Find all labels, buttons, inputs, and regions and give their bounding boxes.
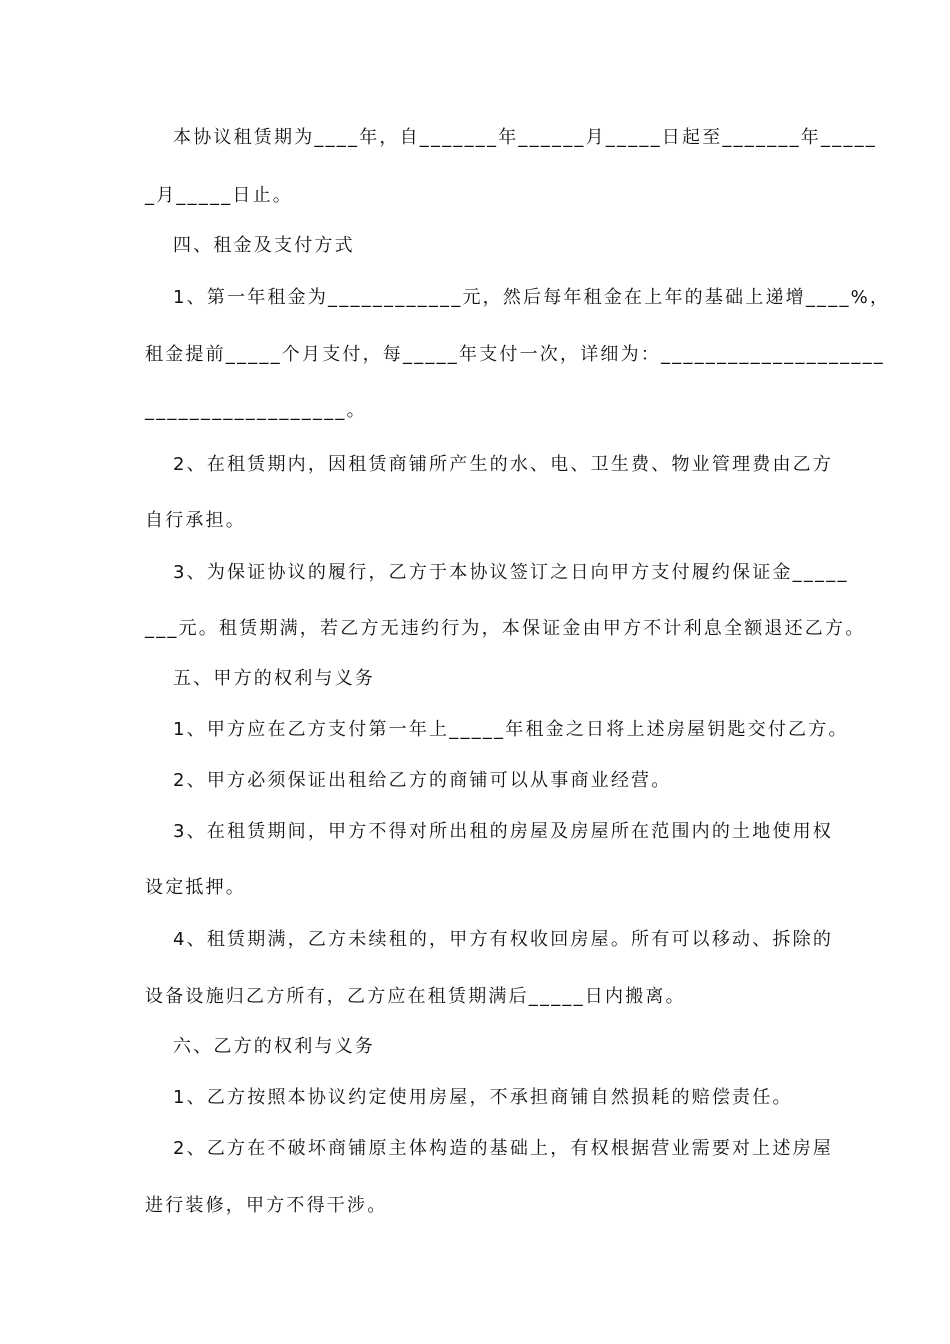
rent-clause-1-line-1: 1、第一年租金为____________元，然后每年租金在上年的基础上递增____%， bbox=[173, 287, 891, 308]
party-a-clause-3-line-2: 设定抵押。 bbox=[145, 877, 246, 898]
party-b-clause-2-line-1: 2、乙方在不破坏商铺原主体构造的基础上，有权根据营业需要对上述房屋 bbox=[173, 1138, 834, 1159]
rent-clause-3-line-2: ___元。租赁期满，若乙方无违约行为，本保证金由甲方不计利息全额退还乙方。 bbox=[145, 618, 866, 639]
rent-clause-1-line-2: 租金提前_____个月支付，每_____年支付一次，详细为：____________________ bbox=[145, 344, 885, 365]
party-a-clause-3-line-1: 3、在租赁期间，甲方不得对所出租的房屋及房屋所在范围内的土地使用权 bbox=[173, 821, 834, 842]
party-a-clause-1: 1、甲方应在乙方支付第一年上_____年租金之日将上述房屋钥匙交付乙方。 bbox=[173, 719, 849, 740]
party-a-clause-4-line-2: 设备设施归乙方所有，乙方应在租赁期满后_____日内搬离。 bbox=[145, 986, 686, 1007]
lease-term-line-1: 本协议租赁期为____年，自_______年______月_____日起至_______年_____ bbox=[173, 127, 877, 148]
rent-clause-1-line-3: __________________。 bbox=[145, 400, 367, 421]
party-b-clause-1: 1、乙方按照本协议约定使用房屋，不承担商铺自然损耗的赔偿责任。 bbox=[173, 1087, 793, 1108]
rent-clause-2-line-2: 自行承担。 bbox=[145, 510, 246, 531]
section-heading-party-a: 五、甲方的权利与义务 bbox=[173, 668, 375, 689]
lease-term-line-2: _月_____日止。 bbox=[145, 185, 293, 206]
party-a-clause-2: 2、甲方必须保证出租给乙方的商铺可以从事商业经营。 bbox=[173, 770, 672, 791]
section-heading-party-b: 六、乙方的权利与义务 bbox=[173, 1036, 375, 1057]
section-heading-rent: 四、租金及支付方式 bbox=[173, 235, 355, 256]
party-b-clause-2-line-2: 进行装修，甲方不得干涉。 bbox=[145, 1195, 388, 1216]
rent-clause-2-line-1: 2、在租赁期内，因租赁商铺所产生的水、电、卫生费、物业管理费由乙方 bbox=[173, 454, 834, 475]
party-a-clause-4-line-1: 4、租赁期满，乙方未续租的，甲方有权收回房屋。所有可以移动、拆除的 bbox=[173, 929, 834, 950]
rent-clause-3-line-1: 3、为保证协议的履行，乙方于本协议签订之日向甲方支付履约保证金_____ bbox=[173, 562, 849, 583]
